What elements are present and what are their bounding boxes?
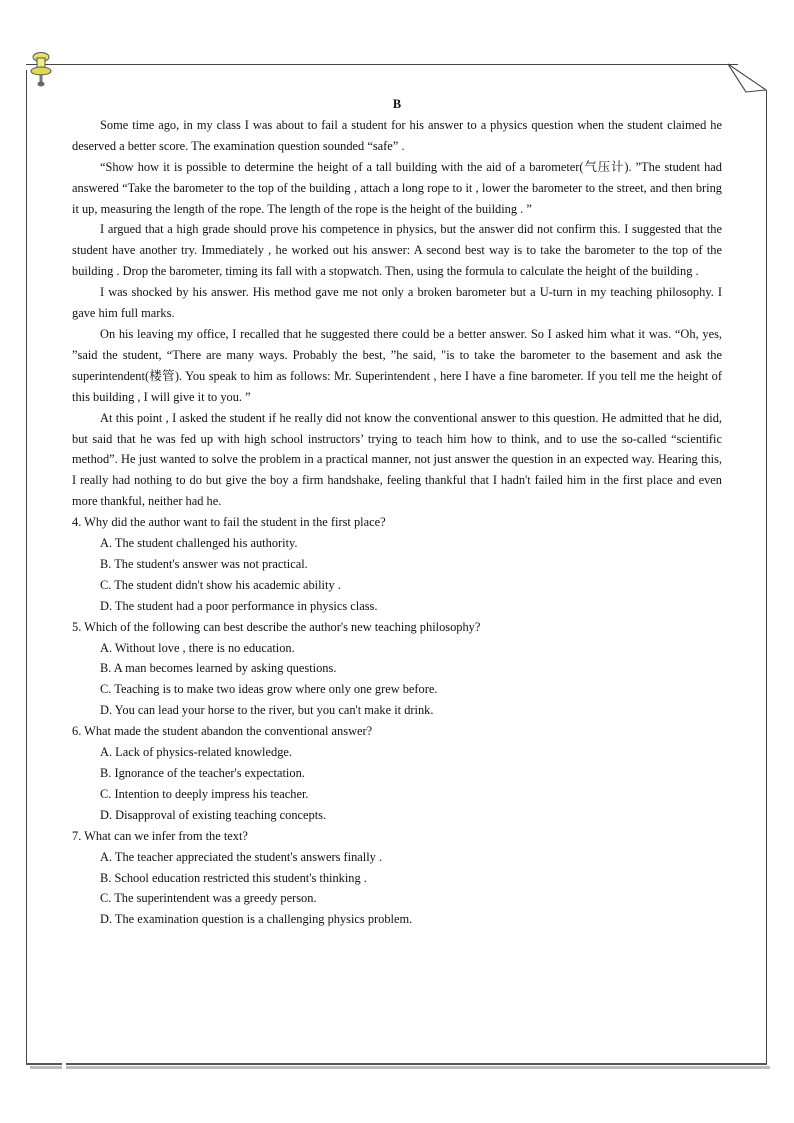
- page-curl-icon: [726, 60, 770, 94]
- page-frame-gap: [62, 1062, 66, 1070]
- question-option: C. The superintendent was a greedy person.: [100, 891, 317, 906]
- question-5: [72, 617, 722, 722]
- question-option: C. Intention to deeply impress his teacher.: [100, 786, 309, 801]
- question-option: D. The examination question is a challenging physics problem.: [100, 912, 413, 927]
- page-frame-right: [766, 90, 767, 1064]
- question-option: B. The student's answer was not practical.: [100, 556, 308, 571]
- page-frame-top: [26, 64, 738, 65]
- document-content: [72, 94, 722, 930]
- passage-paragraph: At this point , I asked the student if he really did not know the conventional answer to this question. He admitted that he did, but said that he was fed up with high school instructors’ trying to teach him how to think, and to use the so-called “scientific method”. He just wanted to solve the problem in a practical manner, not just answer the question in an expected way. Hearing this, I really had nothing to do but give the boy a firm handshake, feeling thankful that I hadn't failed him in the first place and even more thankful, neither had he.: [72, 410, 722, 509]
- question-7: [72, 826, 722, 931]
- question-option: C. The student didn't show his academic ability .: [100, 577, 341, 592]
- question-option: B. School education restricted this student's thinking .: [100, 870, 367, 885]
- question-stem: 5. Which of the following can best describe the author's new teaching philosophy?: [72, 619, 481, 634]
- question-option: C. Teaching is to make two ideas grow where only one grew before.: [100, 682, 438, 697]
- question-option: B. A man becomes learned by asking questions.: [100, 661, 337, 676]
- question-option: B. Ignorance of the teacher's expectation.: [100, 766, 305, 780]
- question-stem: 7. What can we infer from the text?: [72, 828, 248, 843]
- page-frame-bottom: [26, 1063, 767, 1065]
- question-option: D. Disapproval of existing teaching concepts.: [100, 807, 327, 822]
- question-4: [72, 512, 722, 617]
- question-option: A. Without love , there is no education.: [100, 640, 295, 655]
- passage-paragraph: On his leaving my office, I recalled that he suggested there could be a better answer. So I asked him what it was. “Oh, yes, ”said the student, “There are many ways. Probably the best, ”he said, "is to take the barometer to the basement and ask the superintendent(楼管). You speak to him as follows: Mr. Superintendent , here I have a fine barometer. If you tell me the height of this building , I will give it to you. ”: [72, 326, 722, 404]
- question-option: A. The teacher appreciated the student's answers finally .: [100, 849, 383, 864]
- passage-paragraph: I was shocked by his answer. His method gave me not only a broken barometer but a U-turn in my teaching philosophy. I gave him full marks.: [72, 285, 722, 321]
- passage-paragraph: Some time ago, in my class I was about to fail a student for his answer to a physics question when the student claimed he deserved a better score. The examination question sounded “safe” .: [72, 117, 722, 153]
- question-option: A. The student challenged his authority.: [100, 536, 298, 551]
- question-stem: 4. Why did the author want to fail the student in the first place?: [72, 515, 386, 530]
- question-option: A. Lack of physics-related knowledge.: [100, 745, 292, 760]
- question-option: D. The student had a poor performance in physics class.: [100, 598, 378, 613]
- question-6: [72, 721, 722, 826]
- pushpin-icon: [28, 50, 54, 90]
- passage-title: B: [392, 97, 402, 111]
- question-option: D. You can lead your horse to the river, but you can't make it drink.: [100, 703, 434, 718]
- page-frame-left: [26, 70, 27, 1064]
- question-stem: 6. What made the student abandon the conventional answer?: [72, 724, 373, 739]
- page-frame-shadow: [30, 1066, 770, 1069]
- passage-paragraph: I argued that a high grade should prove his competence in physics, but the answer did not confirm this. I suggested that the student have another try. Immediately , he worked out his answer: A second best way is to take the barometer to the top of the building . Drop the barometer, timing its fall with a stopwatch. Then, using the formula to calculate the height of the building .: [72, 222, 722, 279]
- passage-paragraph: “Show how it is possible to determine the height of a tall building with the aid of a barometer(气压计). ”The student had answered “Take the barometer to the top of the building , attach a long rope to it , lower the barometer to the street, and then bring it up, measuring the length of the rope. The length of the rope is the height of the building . ”: [72, 159, 722, 216]
